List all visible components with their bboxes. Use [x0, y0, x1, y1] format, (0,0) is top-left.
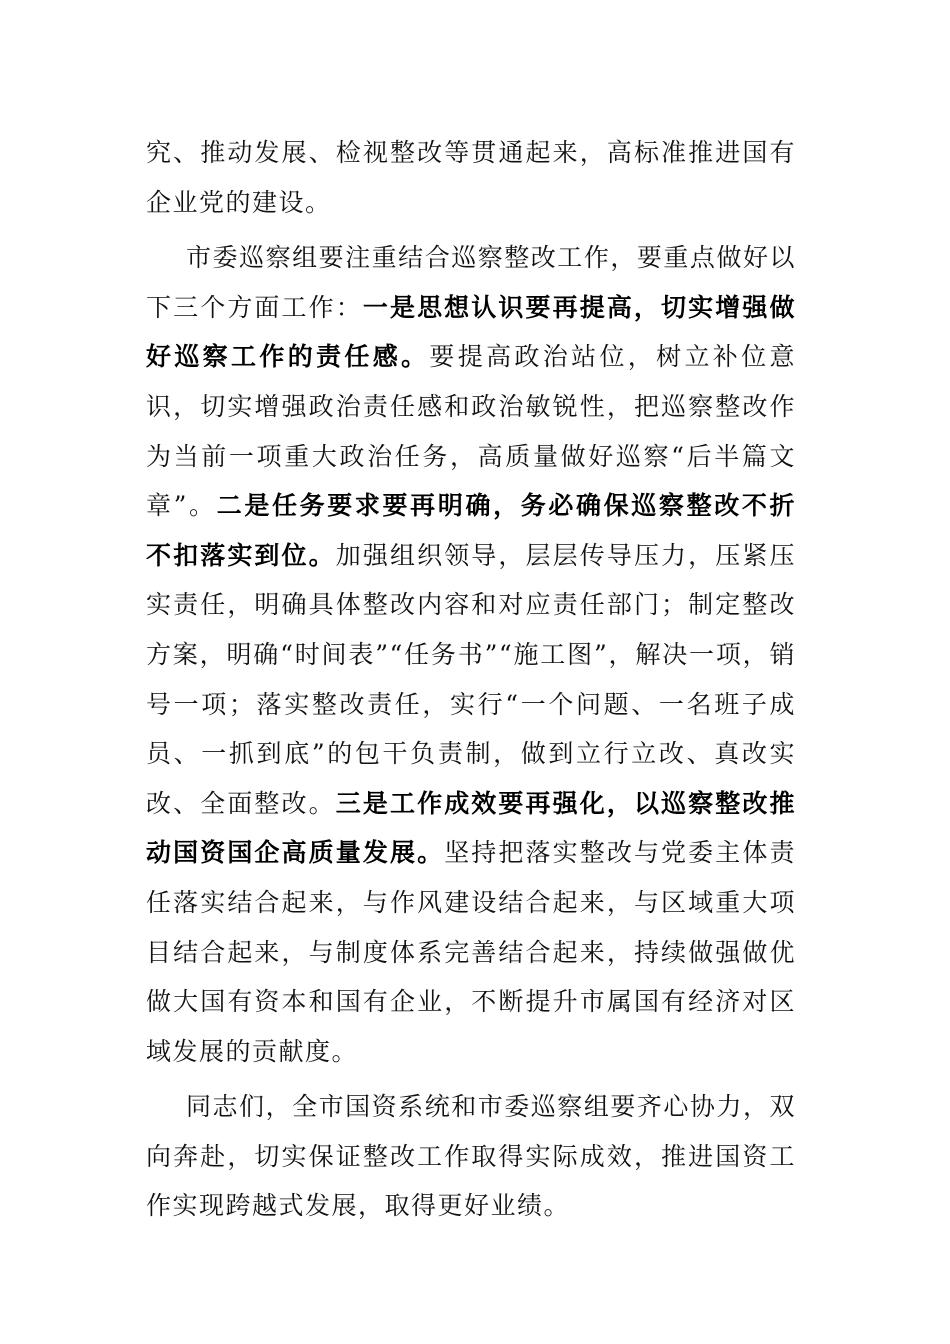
point-three-text: 坚持把落实整改与党委主体责任落实结合起来，与作风建设结合起来，与区域重大项目结合起来，与制度体系完善结合起来，持续做强做优做大国有资本和国有企业，不断提升市属国有经济对区域发展的贡献度。	[146, 838, 796, 1066]
paragraph-text: 同志们，全市国资系统和市委巡察组要齐心协力，双向奔赴，切实保证整改工作取得实际成效，推进国资工作实现跨越式发展，取得更好业绩。	[146, 1092, 796, 1221]
point-three-heading: 三是工作成效要再强化，以巡察整改推动国资国企高质量发展。	[146, 788, 796, 868]
paragraph-text: 市委巡察组要注重结合巡察整改工作，要重点做好以下三个方面工作：	[146, 243, 796, 322]
point-two-text: 加强组织领导，层层传导压力，压紧压实责任，明确具体整改内容和对应责任部门；制定整改方案，明确“时间表”“任务书”“施工图”，解决一项，销号一项；落实整改责任，实行“一个问题、一名班子成员、一抓到底”的包干负责制，做到立行立改、真改实改、全面整改。	[146, 540, 796, 818]
paragraph-inspection-tasks	[146, 233, 796, 1076]
paragraph-closing	[146, 1082, 796, 1231]
document-body	[146, 128, 796, 1231]
point-one-heading: 一是思想认识要再提高，切实增强做好巡察工作的责任感。	[146, 292, 796, 372]
paragraph-text: 究、推动发展、检视整改等贯通起来，高标准推进国有企业党的建设。	[146, 138, 796, 217]
point-two-heading: 二是任务要求要再明确，务必确保巡察整改不折不扣落实到位。	[146, 491, 796, 570]
point-one-text: 要提高政治站位，树立补位意识，切实增强政治责任感和政治敏锐性，把巡察整改作为当前一项重大政治任务，高质量做好巡察“后半篇文章”。	[146, 342, 796, 521]
paragraph-continuation	[146, 128, 796, 227]
